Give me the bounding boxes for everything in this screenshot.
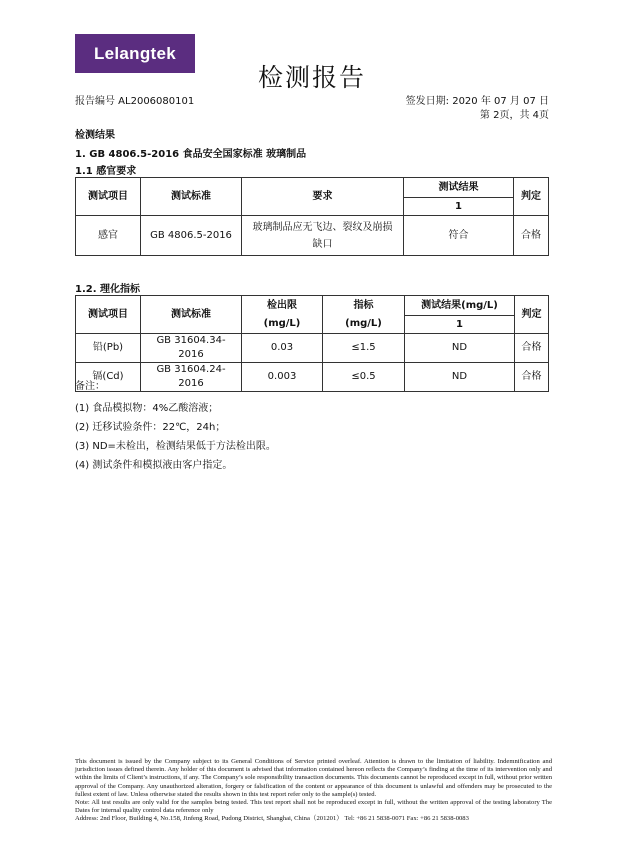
col-header-lod-unit: (mg/L) <box>242 316 323 334</box>
notes-title: 备注： <box>75 381 105 392</box>
sensory-heading: 1.1 感官要求 <box>75 166 137 177</box>
note-item: (4) 测试条件和模拟液由客户指定。 <box>75 460 233 471</box>
disclaimer-paragraph: This document is issued by the Company subject to its General Conditions of Service printed overleaf. Attention is drawn to the limitation of liability. Indemnification and jurisdiction issues defined therein. Any holder of this document is advised that information contained hereon reflects the Company’s finding at the time of its intervention only and within the limits of Client’s instructions, if any. The Company’s sole responsibility transaction documents. This documents cannot be reproduced except in full, without prior written approval of the Company. Any unauthorized alteration, forgery or falsification of the content or appearance of this document is unlawful and offenders may be prosecuted to the fullest extent of law. Unless otherwise stated the results shown in this test report refer only to the sample(s) tested. <box>75 758 552 798</box>
col-header-judgement: 判定 <box>514 178 549 216</box>
col-header-result-sample: 1 <box>405 316 515 334</box>
col-header-limit: 指标 <box>323 296 405 316</box>
cell-lod: 0.03 <box>242 334 323 363</box>
footer-disclaimer <box>75 758 552 824</box>
cell-judgement: 合格 <box>515 334 549 363</box>
section-results-heading: 检测结果 <box>75 130 115 141</box>
note-item: (1) 食品模拟物：4%乙酸溶液； <box>75 403 219 414</box>
issue-date: 签发日期: 2020 年 07 月 07 日 <box>405 96 549 107</box>
col-header-result-sample: 1 <box>404 198 514 216</box>
address-line: Address: 2nd Floor, Building 4, No.158, Jinfeng Road, Pudong District, Shanghai, China（201201） Tel: +86 21 5838-0071 Fax: +86 21 5838-0083 <box>75 815 469 823</box>
page-number: 第 2页，共 4页 <box>479 110 549 121</box>
cell-requirement <box>242 216 404 256</box>
col-header-result: 测试结果(mg/L) <box>405 296 515 316</box>
cell-result: ND <box>405 363 515 392</box>
standard-heading: 1. GB 4806.5-2016 食品安全国家标准 玻璃制品 <box>75 149 307 160</box>
cell-lod: 0.003 <box>242 363 323 392</box>
sensory-table <box>75 177 549 256</box>
note-item: (3) ND=未检出，检测结果低于方法检出限。 <box>75 441 276 452</box>
col-header-limit-unit: (mg/L) <box>323 316 405 334</box>
table-row <box>76 216 549 256</box>
col-header-judgement: 判定 <box>515 296 549 334</box>
cell-item: 感官 <box>76 216 141 256</box>
requirement-line2: 缺口 <box>312 238 333 250</box>
table-row <box>76 334 549 363</box>
table-row <box>76 363 549 392</box>
col-header-standard: 测试标准 <box>141 296 242 334</box>
note-item: (2) 迁移试验条件：22℃，24h； <box>75 422 226 433</box>
cell-result: ND <box>405 334 515 363</box>
cell-item: 镉(Cd) <box>76 363 141 392</box>
cell-judgement: 合格 <box>514 216 549 256</box>
col-header-result: 测试结果 <box>404 178 514 198</box>
cell-limit: ≤1.5 <box>323 334 405 363</box>
report-number: 报告编号 AL2006080101 <box>75 96 195 107</box>
cell-standard: GB 4806.5-2016 <box>141 216 242 256</box>
cell-limit: ≤0.5 <box>323 363 405 392</box>
cell-item: 铅(Pb) <box>76 334 141 363</box>
requirement-line1: 玻璃制品应无飞边、裂纹及崩损 <box>252 221 393 233</box>
cell-standard: GB 31604.34-2016 <box>141 334 242 363</box>
company-logo: Lelangtek <box>75 34 195 73</box>
cell-standard: GB 31604.24-2016 <box>141 363 242 392</box>
col-header-requirement: 要求 <box>242 178 404 216</box>
physchem-heading: 1.2. 理化指标 <box>75 284 140 295</box>
cell-judgement: 合格 <box>515 363 549 392</box>
note-paragraph: Note: All test results are only valid for the samples being tested. This test report shall not be reproduced except in full, without the written approval of the testing laboratory The Dates for internal quality control data reference only <box>75 799 552 815</box>
cell-result: 符合 <box>404 216 514 256</box>
physchem-table <box>75 295 549 392</box>
col-header-item: 测试项目 <box>76 178 141 216</box>
col-header-item: 测试项目 <box>76 296 141 334</box>
report-title: 检测报告 <box>257 63 366 92</box>
col-header-standard: 测试标准 <box>141 178 242 216</box>
col-header-lod: 检出限 <box>242 296 323 316</box>
